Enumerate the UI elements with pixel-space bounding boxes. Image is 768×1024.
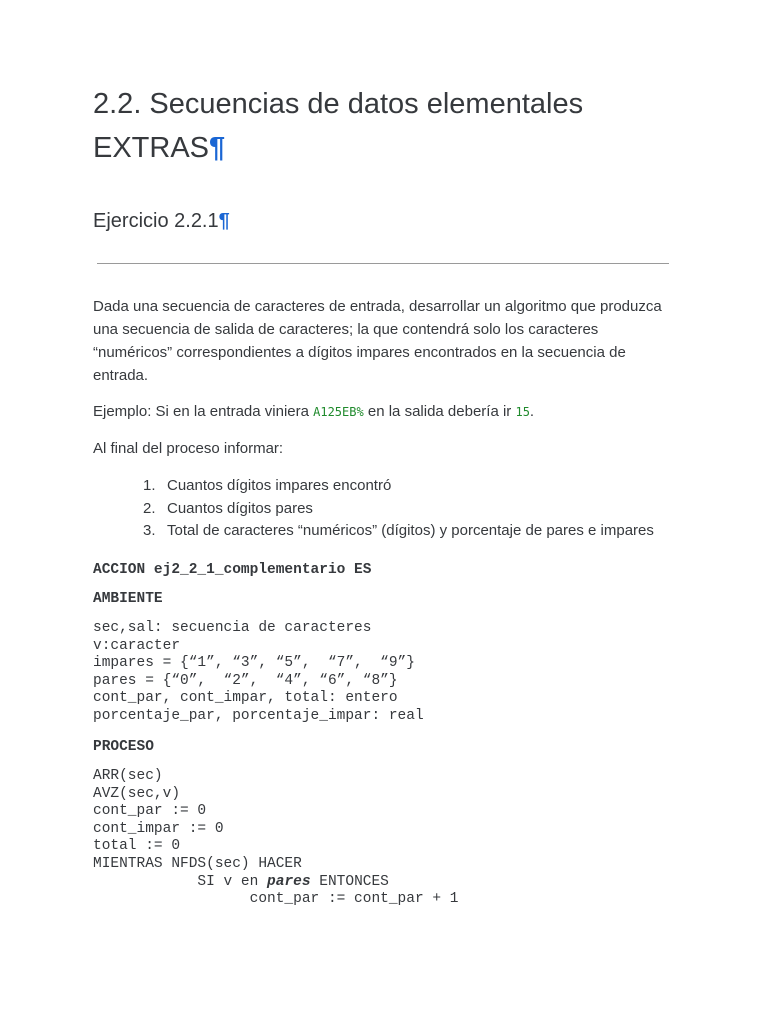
- report-list: [139, 475, 654, 543]
- code-line: MIENTRAS NFDS(sec) HACER: [93, 855, 302, 872]
- exercise-heading-text: Ejercicio 2.2.1: [93, 210, 219, 232]
- list-item-text: Total de caracteres “numéricos” (dígitos) y porcentaje de pares e impares: [167, 522, 654, 539]
- code-accion-header: ACCION ej2_2_1_complementario ES: [93, 562, 372, 578]
- code-line: cont_par := 0: [93, 803, 207, 820]
- example-paragraph: [93, 400, 534, 424]
- exercise-heading: [93, 206, 230, 236]
- page-title: [93, 82, 673, 170]
- code-pares-keyword: pares: [267, 873, 311, 890]
- code-line-si: [93, 874, 458, 892]
- list-item-text: Cuantos dígitos impares encontró: [167, 477, 392, 494]
- code-proceso-block: [93, 768, 458, 909]
- list-item: [139, 498, 654, 521]
- list-item-text: Cuantos dígitos pares: [167, 499, 313, 517]
- code-line: cont_impar := 0: [93, 820, 224, 837]
- exercise-anchor-link[interactable]: ¶: [218, 210, 230, 232]
- code-si-prefix: SI v en: [197, 873, 268, 890]
- code-line: porcentaje_par, porcentaje_impar: real: [93, 707, 424, 724]
- page-title-text: 2.2. Secuencias de datos elementales EXTRAS: [93, 88, 584, 164]
- code-si-suffix: ENTONCES: [310, 873, 389, 890]
- list-item-number: 2.: [143, 499, 156, 517]
- list-item: [139, 475, 654, 498]
- code-line: v:caracter: [93, 637, 181, 654]
- code-line: ARR(sec): [93, 768, 163, 784]
- code-line: cont_par := cont_par + 1: [93, 891, 459, 908]
- list-item-number: 1.: [143, 477, 156, 494]
- list-item: [139, 520, 654, 543]
- example-prefix: Ejemplo: Si en la entrada viniera: [93, 403, 314, 420]
- code-line: impares = {“1”, “3”, “5”, “7”, “9”}: [93, 655, 415, 672]
- heading-anchor-link[interactable]: ¶: [209, 132, 226, 164]
- example-output-code: 15: [515, 405, 530, 419]
- list-item-number: 3.: [143, 522, 156, 539]
- code-line: pares = {“0”, “2”, “4”, “6”, “8”}: [93, 672, 398, 689]
- code-proceso-label: PROCESO: [93, 739, 154, 755]
- example-middle: en la salida debería ir: [363, 403, 516, 420]
- code-ambiente-block: [93, 620, 424, 726]
- code-ambiente-label: AMBIENTE: [93, 591, 163, 607]
- code-indent: [93, 874, 197, 890]
- exercise-description: Dada una secuencia de caracteres de entrada, desarrollar un algoritmo que produzca una secuencia de salida de caracteres; la que contendrá solo los caracteres “numéricos” correspondientes a dígitos impares encontrados en la secuencia de entrada.: [93, 298, 662, 384]
- code-line: cont_par, cont_impar, total: entero: [93, 690, 398, 707]
- example-suffix: .: [529, 403, 535, 420]
- code-line: AVZ(sec,v): [93, 785, 181, 802]
- code-line: total := 0: [93, 838, 181, 855]
- code-line: sec,sal: secuencia de caracteres: [93, 620, 372, 636]
- report-intro: Al final del proceso informar:: [93, 440, 284, 457]
- example-input-code: A125EB%: [313, 405, 364, 419]
- section-divider: [97, 263, 669, 264]
